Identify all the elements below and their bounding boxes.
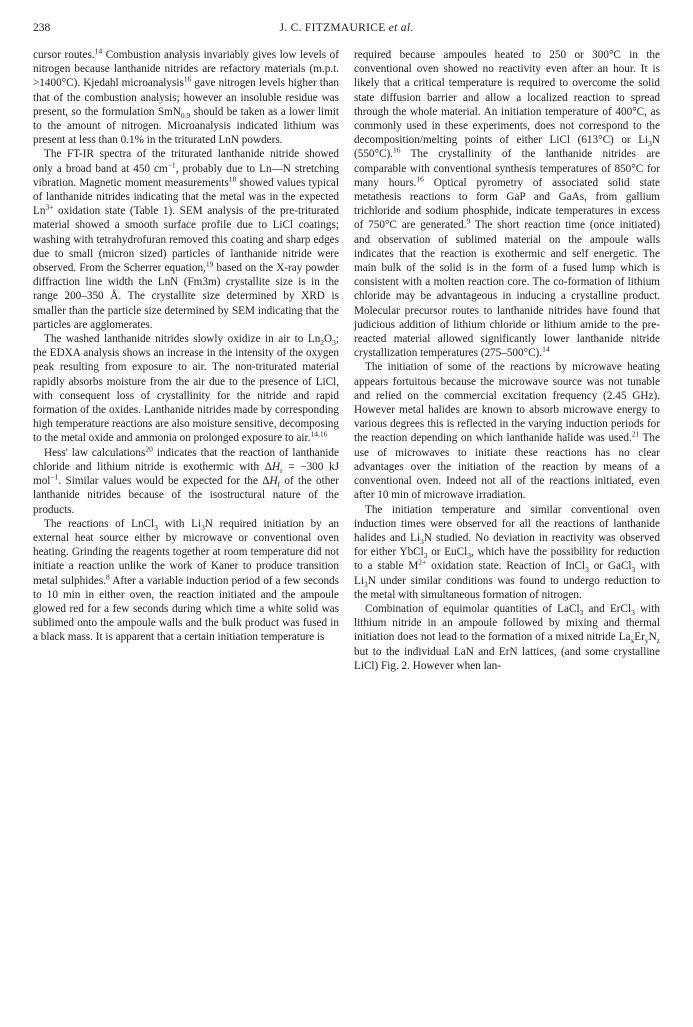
left-column: [33, 48, 339, 645]
running-head-etal: et al.: [388, 22, 414, 34]
paragraph-p4: Hess' law calculations$^{20}$ indicates that the reaction of lanthanide chloride and lithium nitride is exothermic with $\Delta H_r = -300$ kJ mol$^{-1}$. Similar values would be expected for the $\Delta H_f$ of the other lanthanide nitrides because of the isostructural nature of the products.: [33, 443, 339, 516]
right-column: [354, 48, 660, 673]
paragraph-p8: The initiation temperature and similar conventional oven induction times were observed for all the reactions of lanthanide halides and $Li_3N$ studied. No deviation in reactivity was observed for either YbCl$_3$ or EuCl$_3$, which have the possibility for reduction to a stable $M^{2+}$ oxidation state. Reaction of InCl$_3$ or GaCl$_3$ with $Li_3N$ under similar conditions was found to undergo reduction to the metal with simultaneous formation of nitrogen.: [354, 503, 661, 601]
paragraph-p2: The FT-IR spectra of the triturated lanthanide nitride showed only a broad band at 450 $cm^{-1}$, probably due to Ln—N stretching vibration. Magnetic moment measurements$^{18}$ showed values typical of lanthanide nitrides indicating that the metal was in the expected $Ln^{3+}$ oxidation state (Table 1). SEM analysis of the pre-triturated material showed a smooth surface profile due to LiCl coatings; washing with tetrahydrofuran removed this coating and sharp edges due to small (micron sized) particles of lanthanide nitride were observed. From the Scherrer equation,$^{19}$ based on the X-ray powder diffraction line width the LnN (Fm3m) crystallite size is in the range 200–350 Å. The crystallite size determined by XRD is smaller than the particle size determined by SEM indicating that the particles are agglomerates.: [33, 148, 339, 331]
paragraph-p5: The reactions of LnCl$_3$ with $Li_3N$ required initiation by an external heat source either by microwave or conventional oven heating. Grinding the reagents together at room temperature did not initiate a reaction unlike the work of Kaner to produce transition metal sulphides.$^8$ After a variable induction period of a few seconds to 10 min in either oven, the reaction initiated and the ampoule glowed red for a few seconds during which time a white solid was sublimed onto the ampoule walls and the bulk product was fused in a black mass. It is apparent that a certain initiation temperature is: [33, 517, 340, 644]
paragraph-p7: The initiation of some of the reactions by microwave heating appears fortuitous because the microwave source was not tunable and relied on the commercial excitation frequency (2.45 GHz). However metal halides are known to absorb microwave energy to various degrees this is reflected in the varying induction periods for the reaction depending on which lanthanide halide was used.$^{21}$ The use of microwaves to initiate these reactions has no clear advantages over the initiation of the reaction by means of a conventional oven. Indeed not all of the reactions initiated, even after 10 min of microwave irradiation.: [354, 361, 660, 502]
running-head: [33, 22, 660, 34]
page-number: 238: [33, 22, 51, 34]
page-header: [33, 22, 660, 40]
paragraph-p6: required because ampoules heated to 250 or 300°C in the conventional oven showed no reactivity even after an hour. It is likely that a critical temperature is required to overcome the solid state diffusion barrier and allow a localized reaction to spread through the whole material. An initiation temperature of 400°C, as commonly used in these experiments, does not correspond to the decomposition/melting points of either LiCl (613°C) or $Li_3N$ (550°C).$^{16}$ The crystallinity of the lanthanide nitrides are comparable with conventional synthesis temperatures of 850°C for many hours.$^{16}$ Optical pyrometry of associated solid state metathesis reactions to form GaP and GaAs, from gallium trichloride and sodium phosphide, indicate temperatures in excess of 750°C are generated.$^9$ The short reaction time (once initiated) and observation of sublimed material on the ampoule walls indicates that the reaction is exothermic and self energetic. The main bulk of the solid is in the form of a fused lump which is consistent with a molten reaction core. The co-formation of lithium chloride may be advantageous in inducing a crystalline product. Molecular precursor routes to lanthanide nitrides have found that judicious addition of lithium chloride or lithium amide to the pre-reacted material allowed significantly lower lanthanide nitride crystallization temperatures (275–500°C).$^{14}$: [354, 49, 660, 360]
paragraph-p1: cursor routes.$^{14}$ Combustion analysis invariably gives low levels of nitrogen because lanthanide nitrides are refactory materials (m.p.t. >1400°C). Kjedahl microanalysis$^{16}$ gave nitrogen levels higher than that of the combustion analysis; however an insoluble residue was present, so the formulation SmN$_{0.9}$ should be taken as a lower limit to the amount of nitrogen. Microanalysis indicated lithium was present at less than 0.1% in the triturated LnN powders.: [33, 46, 340, 147]
running-head-authors: J. C. FITZMAURICE: [279, 22, 386, 34]
paragraph-p9: Combination of equimolar quantities of LaCl$_3$ and ErCl$_3$ with lithium nitride in an ampoule followed by mixing and thermal initiation does not lead to the formation of a mixed nitride $La_xEr_yN_z$ but to the individual LaN and ErN lattices, (and some crystalline LiCl) Fig. 2. However when lan-: [354, 602, 660, 672]
paragraph-p3: The washed lanthanide nitrides slowly oxidize in air to $Ln_2O_3$; the EDXA analysis shows an increase in the intensity of the oxygen peak resulting from exposure to air. The non-triturated material rapidly absorbs moisture from the air due to the presence of LiCl, with consequent loss of crystallinity for the nitride and rapid formation of the oxides. Lanthanide nitrides made by corresponding high temperature reactions are also moisture sensitive, decomposing to the metal oxide and ammonia on prolonged exposure to air.$^{14,16}$: [33, 333, 339, 445]
